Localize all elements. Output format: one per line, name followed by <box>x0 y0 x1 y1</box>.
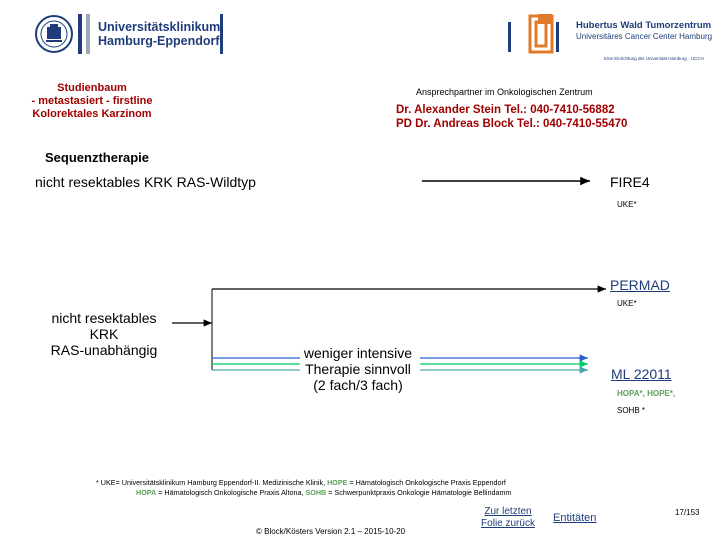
footnote-sohb: = Schwerpunktpraxis Onkologie Hämatologie Bellindamm <box>328 487 512 497</box>
title-line: Kolorektales Karzinom <box>32 108 152 120</box>
less-intensive-line: weniger intensive <box>303 345 413 361</box>
less-intensive-line: Therapie sinnvoll <box>305 361 411 377</box>
contact-stein: Dr. Alexander Stein Tel.: 040-7410-56882 <box>396 104 615 116</box>
study-permad-link[interactable]: PERMAD <box>610 277 670 293</box>
contact-heading: Ansprechpartner im Onkologischen Zentrum <box>416 87 593 97</box>
footnote <box>96 478 511 497</box>
independent-label-line: nicht resektables KRK <box>51 310 157 342</box>
footnote-hope-abbr: HOPE <box>327 478 348 487</box>
section-title: Sequenztherapie <box>45 150 150 165</box>
page-number: 17/153 <box>675 508 700 517</box>
uke-logo-line1: Universitätsklinikum <box>98 20 221 34</box>
hw-logo-line2: Universitäres Cancer Center Hamburg <box>576 32 713 41</box>
independent-label-line: RAS-unabhängig <box>50 342 158 358</box>
copyright: © Block/Kösters Version 2.1 – 2015-10-20 <box>256 527 406 536</box>
hw-logo-line1: Hubertus Wald Tumorzentrum <box>576 20 712 31</box>
contact-block: PD Dr. Andreas Block Tel.: 040-7410-55470 <box>396 118 628 130</box>
footnote-hopa-abbr: HOPA <box>136 487 157 497</box>
permad-site: UKE* <box>617 299 637 308</box>
entities-link[interactable]: Entitäten <box>553 512 597 524</box>
less-intensive-line: (2 fach/3 fach) <box>313 377 403 393</box>
footnote-hopa: = Hämatologisch Onkologische Praxis Altona, <box>158 487 304 497</box>
footnote-sohb-abbr: SOHB <box>305 487 327 497</box>
title-line: - metastasiert - firstline <box>31 95 153 107</box>
back-link-line: Zur letzten <box>484 506 532 517</box>
independent-label <box>36 310 172 358</box>
ml22011-sites: HOPA*, HOPE*, <box>617 389 676 398</box>
ml22011-sites-2: SOHB * <box>617 406 646 415</box>
study-fire4: FIRE4 <box>610 174 650 190</box>
title-line: Studienbaum <box>57 82 127 94</box>
wildtype-label: nicht resektables KRK RAS-Wildtyp <box>35 174 256 190</box>
back-link-line: Folie zurück <box>481 518 535 529</box>
study-ml22011-link[interactable]: ML 22011 <box>611 366 672 382</box>
uke-logo-line2: Hamburg-Eppendorf <box>98 34 220 48</box>
less-intensive-label <box>296 345 420 393</box>
hw-logo-tagline: Eine Einrichtung der Universität Hamburg · UCCH <box>604 56 704 61</box>
footnote-hope: = Hämatologisch Onkologische Praxis Eppendorf <box>349 478 506 487</box>
back-link[interactable] <box>476 506 540 530</box>
footnote-line1 <box>96 478 511 488</box>
footnote-uke: * UKE= Universitätsklinikum Hamburg Eppendorf-II. Medizinische Klinik, <box>96 478 326 487</box>
fire4-site: UKE* <box>617 200 637 209</box>
footnote-line2 <box>96 488 511 498</box>
